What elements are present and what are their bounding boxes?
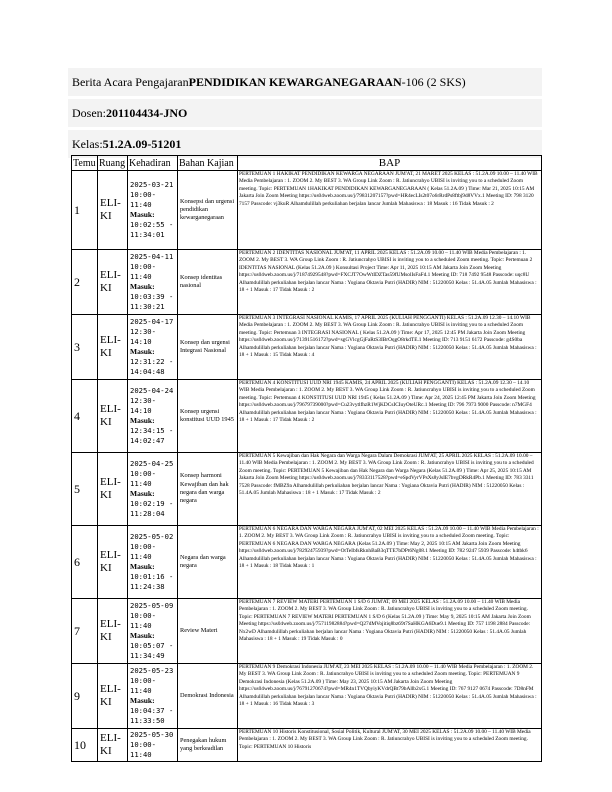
course-suffix: -106 (2 SKS) — [401, 74, 466, 89]
cell-ruang: ELI-KI — [98, 664, 128, 729]
table-row — [72, 599, 542, 664]
table-row — [72, 453, 542, 526]
cell-ruang: ELI-KI — [98, 526, 128, 599]
cell-time: 10:00-11:40 — [130, 740, 156, 759]
cell-temu: 5 — [72, 453, 98, 526]
cell-bahan-kajian: Demokrasi Indonesia — [178, 664, 238, 729]
cell-kehadiran — [128, 729, 178, 762]
cell-bap: PERTEMUAN 7 REVIEW MATERI PERTEMUAN 1 S/D 6 JUM'AT, 09 MEI 2025 KELAS : 51.2A.09 10.00 – 11.40 WIB Media Pembelajaran : 1. ZOOM 2. My BEST 3. WA Group Link Zoom : R. Jatiuncrahyo UBISI is inviting you to a scheduled Zoom meeting. Topic: PERTEMUAN 7 REVIEW MATERI PERTEMUAN 1 S/D 6 (Kelas 51.2A.09 ) Time: May 9, 2025 10:15 AM Jakarta Join Zoom Meeting https://us04web.zoom.us/j/75711982884?pwd=Q27dMVojitiq8bz69t7SaHKGA6Due9.1 Meeting ID: 757 1198 2884 Passcode: Nx2wD Alhamdulillah perkuliahan berjalan lancar Nama : Yogiana Oktavia Putri (HADIR) NIM : 51220050 Kelas : 51.4A.05 Jumlah Mahasiswa : 18 + 1 Masuk : 19 Tidak Masuk : 0 — [238, 599, 542, 664]
cell-temu: 10 — [72, 729, 98, 762]
cell-bap: PERTEMUAN 6 NEGARA DAN WARGA NEGARA JUM'AT, 02 MEI 2025 KELAS : 51.2A.09 10.00 – 11.40 WIB Media Pembelajaran : 1. ZOOM 2. My BEST 3. WA Group Link Zoom : R. Jatiuncrahyo UBISI is inviting you to a scheduled Zoom meeting. Topic: PERTEMUAN 6 NEGARA DAN WARGA NEGARA (Kelas 51.2A.09 ) Time: May 2, 2025 10:15 AM Jakarta Join Zoom Meeting https://us04web.zoom.us/j/78292475939?pwd=OtTeIbfsRknhBaB3qTTE7bDPt6Ng08.1 Meeting ID: 782 9247 5939 Passcode: h4tbk6 Alhamdulillah perkuliahan berjalan lancar Nama : Yogiana Oktavia Putri (HADIR) NIM : 51220050 Kelas : 51.4A.05 Jumlah Mahasiswa : 18 + 1 Masuk : 18 Tidak Masuk : 1 — [238, 526, 542, 599]
cell-bahan-kajian: Konsep harmoni Kewajiban dan hak negara dan warga negara — [178, 453, 238, 526]
cell-masuk-time: 10:05:07 - 11:34:49 — [130, 641, 174, 660]
cell-date: 2025-05-23 — [130, 666, 174, 675]
cell-date: 2025-04-17 — [130, 317, 174, 326]
cell-bahan-kajian: Konsep dan urgensi Integrasi Nasional — [178, 315, 238, 380]
course-name: PENDIDIKAN KEWARGANEGARAAN — [188, 74, 402, 89]
course-title-row — [68, 68, 542, 96]
masuk-label: Masuk: — [130, 347, 155, 356]
kelas-value: 51.2A.09-51201 — [102, 136, 182, 151]
cell-date: 2025-05-09 — [130, 601, 174, 610]
cell-time: 10:00-11:40 — [130, 611, 156, 630]
cell-bahan-kajian: Penegakan hukum yang berkeadilan — [178, 729, 238, 762]
cell-ruang: ELI-KI — [98, 380, 128, 453]
cell-ruang: ELI-KI — [98, 171, 128, 250]
cell-ruang: ELI-KI — [98, 599, 128, 664]
masuk-label: Masuk: — [130, 416, 155, 425]
cell-temu: 9 — [72, 664, 98, 729]
dosen-row — [68, 99, 542, 127]
cell-bahan-kajian: Konsep identitas nasional — [178, 250, 238, 315]
cell-date: 2025-04-25 — [130, 459, 174, 468]
cell-time: 10:00-11:40 — [130, 676, 156, 695]
cell-masuk-time: 10:02:55 - 11:34:01 — [130, 220, 174, 239]
cell-bap: PERTEMUAN 5 Kewajiban dan Hak Negara dan Warga Negara Dalam Demokrasi JUM'AT, 25 APRIL 2025 KELAS : 51.2A.09 10.00 – 11.40 WIB Media Pembelajaran : 1. ZOOM 2. My BEST 3. WA Group Link Zoom : R. Jatiuncrahyo UBISI is inviting you to a scheduled Zoom meeting. Topic: PERTEMUAN 5 Kewajiban dan Hak Negara dan Warga Negara (Kelas 51.2A.09 ) Time: Apr 25, 2025 10:15 AM Jakarta Join Zoom Meeting https://us04web.zoom.us/j/78333117528?pwd=eSpdVyrVPsXs8yJsIE7bvgDRkR4Pb.1 Meeting ID: 783 3311 7528 Passcode: fMBZ9a Alhamdulillah perkuliahan berjalan lancar Nama : Yogiana Oktavia Putri (HADIR) NIM : 51220050 Kelas : 51.4A.05 Jumlah Mahasiswa : 18 + 1 Masuk : 17 Tidak Masuk : 2 — [238, 453, 542, 526]
table-row — [72, 171, 542, 250]
cell-masuk-time: 12:34:15 - 14:02:47 — [130, 426, 174, 445]
cell-masuk-time: 10:04:37 - 11:33:50 — [130, 706, 174, 725]
cell-kehadiran — [128, 171, 178, 250]
header-temu: Temu — [73, 157, 96, 169]
cell-time: 10:00-11:40 — [130, 469, 156, 488]
cell-ruang: ELI-KI — [98, 315, 128, 380]
masuk-label: Masuk: — [130, 696, 155, 705]
bap-table — [71, 155, 542, 762]
table-header-row — [72, 156, 542, 171]
cell-time: 10:00-11:40 — [130, 262, 156, 281]
cell-masuk-time: 10:03:39 - 11:30:21 — [130, 292, 174, 311]
cell-date: 2025-04-24 — [130, 386, 174, 395]
cell-time: 10:00-11:40 — [130, 190, 156, 209]
cell-kehadiran — [128, 250, 178, 315]
cell-kehadiran — [128, 315, 178, 380]
cell-date: 2025-03-21 — [130, 180, 174, 189]
cell-ruang: ELI-KI — [98, 250, 128, 315]
dosen-label: Dosen: — [72, 105, 106, 120]
cell-kehadiran — [128, 599, 178, 664]
cell-date: 2025-04-11 — [130, 252, 174, 261]
header-ruang: Ruang — [98, 156, 128, 171]
cell-bahan-kajian: Konsepsi dan urgensi pendidikan kewarganegaraan — [178, 171, 238, 250]
cell-kehadiran — [128, 664, 178, 729]
cell-temu: 4 — [72, 380, 98, 453]
cell-date: 2025-05-30 — [130, 730, 174, 739]
table-row — [72, 526, 542, 599]
cell-masuk-time: 12:31:22 - 14:04:48 — [130, 357, 174, 376]
cell-bap: PERTEMUAN 3 INTEGRASI NASIONAL KAMIS, 17 APRIL 2025 (KULIAH PENGGANTI) KELAS : 51.2A.09 12.30 – 14.10 WIB Media Pembelajaran : 1. ZOOM 2. My BEST 3. WA Group Link Zoom : R. Jatiuncrahyo UBISI is inviting you to a scheduled Zoom meeting. Topic: Pertemuan 3 INTEGRASI NASIONAL ( Kelas 51.2A.09 ) Time: Apr 17, 2025 12:45 PM Jakarta Join Zoom Meeting https://us04web.zoom.us/j/71391516172?pwd=sgGVlcgGjFaRtS3IBrOqgO8rkdTE.1 Meeting ID: 713 9151 6172 Passcode: g4S0ba Alhamdulillah perkuliahan berjalan lancar Nama : Yogiana Oktavia Putri (HADIR) NIM : 51220050 Kelas : 51.4A.05 Jumlah Mahasiswa : 18 + 1 Masuk : 15 Tidak Masuk : 4 — [238, 315, 542, 380]
masuk-label: Masuk: — [130, 489, 155, 498]
table-row — [72, 315, 542, 380]
cell-time: 12:30-14:10 — [130, 396, 156, 415]
cell-temu: 3 — [72, 315, 98, 380]
masuk-label: Masuk: — [130, 282, 155, 291]
cell-bap: PERTEMUAN 1 HAKIKAT PENDIDIKAN KEWARGA NEGARAAN JUM'AT, 21 MARET 2025 KELAS : 51.2A.09 10.00 – 11.40 WIB Media Pembelajaran : 1. ZOOM 2. My BEST 3. WA Group Link Zoom : R. Jatiuncrahyo UBISI is inviting you to a scheduled Zoom meeting. Topic: PERTEMUAN 1HAKIKAT PENDIDIKAN KEWARGANEGARAAN ( Kelas 51.2A.09 ) Time: Mar 21, 2025 10:15 AM Jakarta Join Zoom Meeting https://us04web.zoom.us/j/79831207157?pwd=HR4ecLIs2t07o6rRrdPs8ftbj9d8VVx.1 Meeting ID: 798 3120 7157 Passcode: vj3kuR Alhamdulillah perkuliahan berjalan lancar Jumlah Mahasiswa : 18 Masuk : 16 Tidak Masuk : 2 — [238, 171, 542, 250]
cell-time: 10:00-11:40 — [130, 542, 156, 561]
cell-ruang: ELI-KI — [98, 729, 128, 762]
document-header — [68, 68, 542, 161]
cell-temu: 2 — [72, 250, 98, 315]
header-kehadiran: Kehadiran — [128, 156, 178, 171]
cell-kehadiran — [128, 526, 178, 599]
cell-bahan-kajian: Konsep urgensi konstitusi UUD 1945 — [178, 380, 238, 453]
cell-bap: PERTEMUAN 10 Historis Konstitusional, Sosial Politik, Kultural JUM'AT, 30 MEI 2025 KELAS : 51.2A.09 10.00 – 11.40 WIB Media Pembelajaran : 1. ZOOM 2. My BEST 3. WA Group Link Zoom : R. Jatiuncrahyo UBISI is inviting you to a scheduled Zoom meeting. Topic: PERTEMUAN 10 Historis — [238, 729, 542, 762]
cell-temu: 7 — [72, 599, 98, 664]
header-bahan-kajian: Bahan Kajian — [178, 156, 238, 171]
cell-ruang: ELI-KI — [98, 453, 128, 526]
cell-bahan-kajian: Negara dan warga negara — [178, 526, 238, 599]
dosen-value: 201104434-JNO — [106, 105, 188, 120]
cell-bap: PERTEMUAN 4 KONSTITUSI UUD NRI 1945 KAMIS, 24 APRIL 2025 (KULIAH PENGGANTI) KELAS : 51.2A.09 12.30 – 14.10 WIB Media Pembelajaran : 1. ZOOM 2. My BEST 3. WA Group Link Zoom : R. Jatiuncrahyo UBISI is inviting you to a scheduled Zoom meeting. Topic: Pertemuan 4 KONSTITUSI UUD NRI 1945 ( Kelas 51.2A.09 ) Time: Apr 24, 2025 12:45 PM Jakarta Join Zoom Meeting https://us04web.zoom.us/j/79679739000?pwd=Cu23vytlfhzR1WjKDCsICIuyOteURc.1 Meeting ID: 796 7973 9000 Passcode: n7MGF4 Alhamdulillah perkuliahan berjalan lancar Nama : Yogiana Oktavia Putri (HADIR) NIM : 51220050 Kelas : 51.4A.05 Jumlah Mahasiswa : 18 + 1 Masuk : 17 Tidak Masuk : 2 — [238, 380, 542, 453]
cell-date: 2025-05-02 — [130, 532, 174, 541]
table-row — [72, 250, 542, 315]
masuk-label: Masuk: — [130, 631, 155, 640]
cell-kehadiran — [128, 453, 178, 526]
cell-masuk-time: 10:02:19 - 11:28:04 — [130, 499, 174, 518]
table-row — [72, 380, 542, 453]
cell-bap: PERTEMUAN 9 Demokrasi Indonesia JUM'AT, 23 MEI 2025 KELAS : 51.2A.09 10.00 – 11.40 WIB Media Pembelajaran : 1. ZOOM 2. My BEST 3. WA Group Link Zoom : R. Jatiuncrahyo UBISI is inviting you to a scheduled Zoom meeting. Topic: PERTEMUAN 9 Demokrasi Indonesia (Kelas 51.2A.09 ) Time: May 23, 2025 10:15 AM Jakarta Join Zoom Meeting https://us04web.zoom.us/j/76791270674?pwd=MR4n1TVQbyiyKVdrQBt79bAllb2xG.1 Meeting ID: 767 9127 0674 Passcode: 7D8nFM Alhamdulillah perkuliahan berjalan lancar Nama : Yogiana Oktavia Putri (HADIR) NIM : 51220050 Kelas : 51.4A.05 Jumlah Mahasiswa : 18 + 1 Masuk : 16 Tidak Masuk : 3 — [238, 664, 542, 729]
kelas-label: Kelas: — [72, 136, 103, 151]
header-bap: BAP — [238, 156, 542, 171]
table-row — [72, 664, 542, 729]
kelas-row — [68, 130, 542, 158]
cell-kehadiran — [128, 380, 178, 453]
masuk-label: Masuk: — [130, 210, 155, 219]
cell-temu: 6 — [72, 526, 98, 599]
cell-time: 12:30-14:10 — [130, 327, 156, 346]
cell-bahan-kajian: Review Materi — [178, 599, 238, 664]
table-row — [72, 729, 542, 762]
title-prefix: Berita Acara Pengajaran — [72, 74, 189, 89]
cell-bap: PERTEMUAN 2 IDENTITAS NASIONAL JUM'AT, 11 APRIL 2025 KELAS : 51.2A.09 10.00 – 11.40 WIB Media Pembelajaran : 1. ZOOM 2. My BEST 3. WA Group Link Zoom : R. Jatiuncrahyo UBISI is inviting you to a scheduled Zoom meeting. Topic: Pertemuan 2 IDENTITAS NASIONAL (Kelas 51.2A.09 ) Konsultasi Project Time: Apr 11, 2025 10:15 AM Jakarta Join Zoom Meeting https://us04web.zoom.us/j/71874929548?pwd=FXCJT7OwWtIDZTas59fUMsolIsFaFd.1 Meeting ID: 718 7492 9548 Passcode: uqc8U Alhamdulillah perkuliahan berjalan lancar Nama : Yogiana Oktavia Putri (HADIR) NIM : 51220050 Kelas : 51.4A.05 Jumlah Mahasiswa : 18 + 1 Masuk : 17 Tidak Masuk : 2 — [238, 250, 542, 315]
masuk-label: Masuk: — [130, 562, 155, 571]
cell-masuk-time: 10:01:16 - 11:24:38 — [130, 572, 174, 591]
cell-temu: 1 — [72, 171, 98, 250]
